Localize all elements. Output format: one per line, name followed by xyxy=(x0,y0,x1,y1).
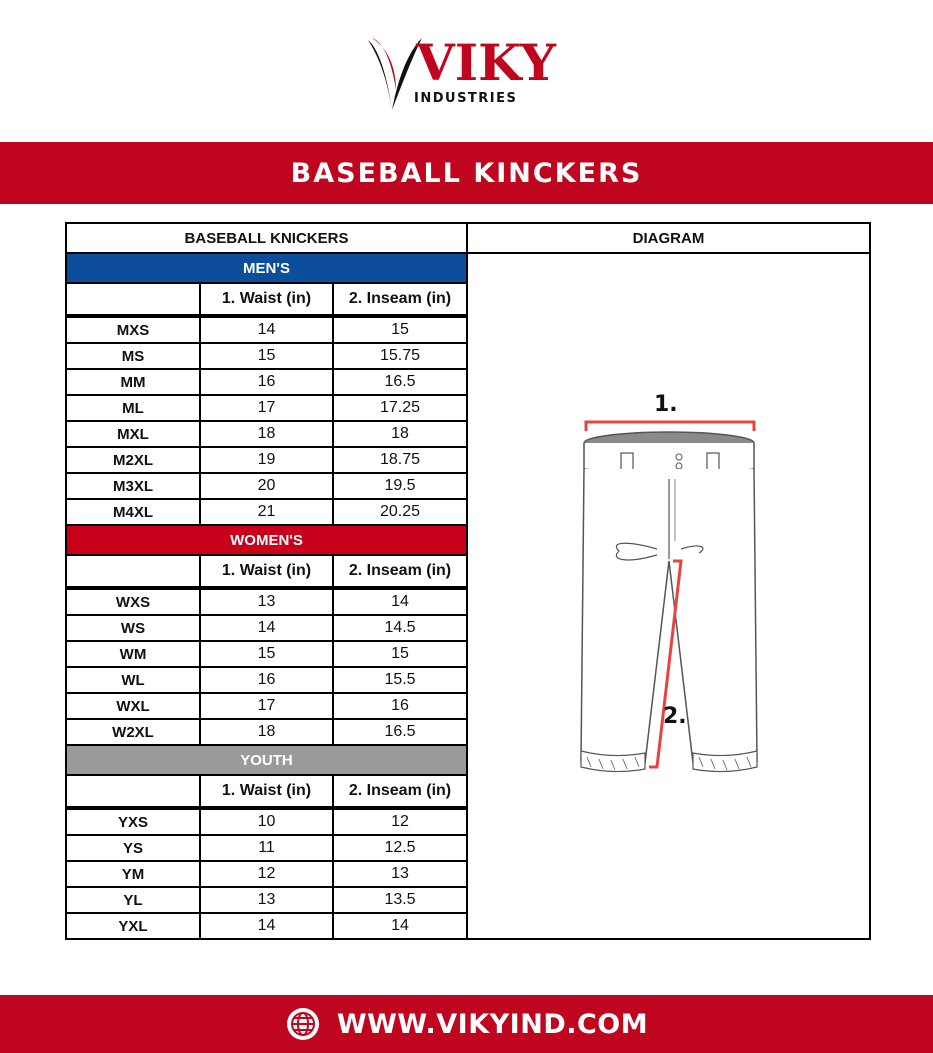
waist-cell: 18 xyxy=(200,719,333,745)
youth-section-label: YOUTH xyxy=(66,745,467,775)
waist-column-header: 1. Waist (in) xyxy=(200,283,333,316)
size-cell: WS xyxy=(66,615,200,641)
inseam-cell: 18.75 xyxy=(333,447,467,473)
size-column-header xyxy=(66,775,200,808)
size-column-header xyxy=(66,283,200,316)
inseam-column-header: 2. Inseam (in) xyxy=(333,555,467,588)
inseam-cell: 12 xyxy=(333,808,467,835)
waist-cell: 19 xyxy=(200,447,333,473)
waist-cell: 21 xyxy=(200,499,333,525)
inseam-cell: 14.5 xyxy=(333,615,467,641)
size-cell: M3XL xyxy=(66,473,200,499)
inseam-cell: 13 xyxy=(333,861,467,887)
brand-logo xyxy=(362,28,572,118)
inseam-cell: 12.5 xyxy=(333,835,467,861)
inseam-cell: 15.5 xyxy=(333,667,467,693)
size-cell: MXL xyxy=(66,421,200,447)
women-section-label: WOMEN'S xyxy=(66,525,467,555)
page-title: BASEBALL KINCKERS xyxy=(290,157,643,189)
size-column-header xyxy=(66,555,200,588)
waist-label: 1. xyxy=(653,392,678,417)
knickers-diagram-icon xyxy=(559,391,779,801)
viky-logo-mark xyxy=(362,28,572,118)
footer-banner xyxy=(0,995,933,1053)
waist-cell: 14 xyxy=(200,913,333,939)
inseam-column-header: 2. Inseam (in) xyxy=(333,283,467,316)
table-title: BASEBALL KNICKERS xyxy=(66,223,467,253)
men-section-row xyxy=(66,253,870,283)
waist-cell: 18 xyxy=(200,421,333,447)
size-cell: MS xyxy=(66,343,200,369)
inseam-cell: 15.75 xyxy=(333,343,467,369)
title-banner xyxy=(0,142,933,204)
inseam-cell: 16 xyxy=(333,693,467,719)
inseam-column-header: 2. Inseam (in) xyxy=(333,775,467,808)
size-cell: W2XL xyxy=(66,719,200,745)
website-link[interactable]: WWW.VIKYIND.COM xyxy=(336,1008,649,1040)
inseam-cell: 19.5 xyxy=(333,473,467,499)
table-header-row xyxy=(66,223,870,253)
waist-cell: 11 xyxy=(200,835,333,861)
size-cell: YL xyxy=(66,887,200,913)
waist-cell: 20 xyxy=(200,473,333,499)
waist-measure-line xyxy=(586,422,754,431)
inseam-label: 2. xyxy=(662,704,687,729)
waist-cell: 14 xyxy=(200,615,333,641)
men-section-label: MEN'S xyxy=(66,253,467,283)
logo-subtext: INDUSTRIES xyxy=(414,91,518,106)
waist-cell: 17 xyxy=(200,693,333,719)
waist-cell: 10 xyxy=(200,808,333,835)
waist-cell: 12 xyxy=(200,861,333,887)
diagram-cell xyxy=(467,253,870,939)
size-table xyxy=(65,222,871,940)
size-cell: WXS xyxy=(66,588,200,615)
size-chart xyxy=(65,222,869,975)
size-cell: YS xyxy=(66,835,200,861)
inseam-cell: 20.25 xyxy=(333,499,467,525)
size-cell: M4XL xyxy=(66,499,200,525)
inseam-cell: 15 xyxy=(333,641,467,667)
size-cell: YM xyxy=(66,861,200,887)
inseam-cell: 14 xyxy=(333,913,467,939)
inseam-cell: 16.5 xyxy=(333,719,467,745)
waist-cell: 14 xyxy=(200,316,333,343)
size-cell: WL xyxy=(66,667,200,693)
waist-column-header: 1. Waist (in) xyxy=(200,555,333,588)
inseam-cell: 18 xyxy=(333,421,467,447)
size-cell: WM xyxy=(66,641,200,667)
globe-icon xyxy=(285,1006,321,1042)
inseam-cell: 17.25 xyxy=(333,395,467,421)
size-cell: WXL xyxy=(66,693,200,719)
size-cell: MM xyxy=(66,369,200,395)
logo-text: VIKY xyxy=(416,33,556,92)
waist-cell: 15 xyxy=(200,343,333,369)
waist-cell: 16 xyxy=(200,667,333,693)
inseam-cell: 13.5 xyxy=(333,887,467,913)
waist-cell: 13 xyxy=(200,588,333,615)
size-cell: ML xyxy=(66,395,200,421)
waist-cell: 17 xyxy=(200,395,333,421)
diagram-header: DIAGRAM xyxy=(467,223,870,253)
inseam-cell: 15 xyxy=(333,316,467,343)
inseam-cell: 16.5 xyxy=(333,369,467,395)
waist-cell: 16 xyxy=(200,369,333,395)
waist-cell: 13 xyxy=(200,887,333,913)
waist-column-header: 1. Waist (in) xyxy=(200,775,333,808)
size-cell: MXS xyxy=(66,316,200,343)
waist-cell: 15 xyxy=(200,641,333,667)
inseam-cell: 14 xyxy=(333,588,467,615)
size-cell: M2XL xyxy=(66,447,200,473)
size-cell: YXS xyxy=(66,808,200,835)
size-cell: YXL xyxy=(66,913,200,939)
